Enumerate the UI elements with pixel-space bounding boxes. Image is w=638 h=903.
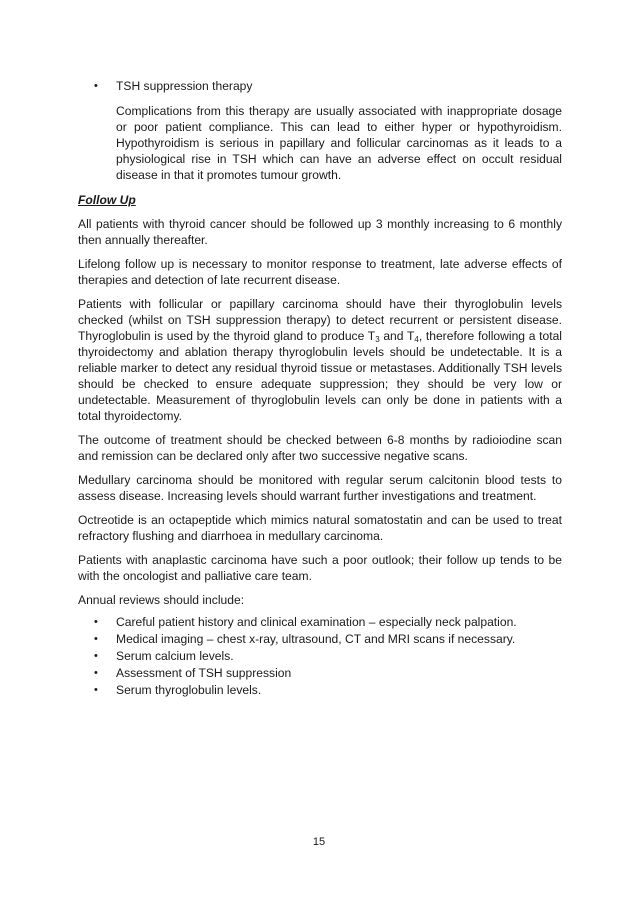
bullet-icon: • (94, 616, 98, 628)
bullet-icon: • (94, 667, 98, 679)
tsh-description: Complications from this therapy are usually associated with inappropriate dosage or poor patient compliance. This can lead to either hyper or hypothyroidism. Hypothyroidism is serious in papillary and follicular carcinomas as it leads to a physiological rise in TSH which can have an adverse effect on occult residual disease in that it promotes tumour growth. (116, 104, 562, 182)
follow-up-paragraph-2: Lifelong follow up is necessary to monitor response to treatment, late adverse effects of therapies and detection of late recurrent disease. (78, 257, 562, 287)
follow-up-paragraph-5: Medullary carcinoma should be monitored with regular serum calcitonin blood tests to assess disease. Increasing levels should warrant further investigations and treatment. (78, 473, 562, 503)
tsh-bullet-item (78, 78, 562, 94)
bullet-icon: • (94, 650, 98, 662)
follow-up-heading: Follow Up (78, 193, 136, 207)
p3-text-2: and T (379, 329, 415, 343)
list-item: • Medical imaging – chest x-ray, ultrasound, CT and MRI scans if necessary. (94, 632, 516, 646)
tsh-suppression-section (78, 78, 562, 183)
t4-subscript: 4 (414, 335, 419, 344)
follow-up-paragraph-1: All patients with thyroid cancer should be followed up 3 monthly increasing to 6 monthly then annually thereafter. (78, 217, 562, 247)
p3-text-3: , therefore following a total thyroidectomy and ablation therapy thyroglobulin levels should be undetectable. It is a reliable marker to detect any residual thyroid tissue or metastases. Additionally TSH levels should be checked to ensure adequate suppression; they should be very low or undetectable. Measurement of thyroglobulin levels can only be done in patients with a total thyroidectomy. (78, 329, 562, 423)
bullet-icon: • (94, 684, 98, 696)
bullet-icon: • (94, 633, 98, 645)
follow-up-paragraph-4: The outcome of treatment should be checked between 6-8 months by radioiodine scan and remission can be declared only after two successive negative scans. (78, 433, 562, 463)
page-number: 15 (312, 836, 326, 848)
tsh-title: TSH suppression therapy (116, 79, 253, 93)
p3-text-1: Patients with follicular or papillary carcinoma should have their thyroglobulin levels checked (whilst on TSH suppression therapy) to detect recurrent or persistent disease. Thyroglobulin is used by the thyroid gland to produce T (78, 297, 562, 343)
follow-up-paragraph-3 (78, 296, 562, 424)
follow-up-paragraph-7: Patients with anaplastic carcinoma have such a poor outlook; their follow up tends to be with the oncologist and palliative care team. (78, 553, 562, 583)
list-item: • Assessment of TSH suppression (94, 666, 292, 680)
list-item: • Serum thyroglobulin levels. (94, 683, 262, 697)
bullet-icon: • (94, 80, 98, 92)
annual-reviews-list (78, 614, 562, 698)
follow-up-paragraph-6: Octreotide is an octapeptide which mimics natural somatostatin and can be used to treat refractory flushing and diarrhoea in medullary carcinoma. (78, 513, 562, 543)
list-item: • Careful patient history and clinical examination – especially neck palpation. (94, 615, 517, 629)
document-page (78, 78, 562, 699)
list-item: • Serum calcium levels. (94, 649, 234, 663)
annual-reviews-intro: Annual reviews should include: (78, 593, 245, 607)
t3-subscript: 3 (375, 335, 380, 344)
